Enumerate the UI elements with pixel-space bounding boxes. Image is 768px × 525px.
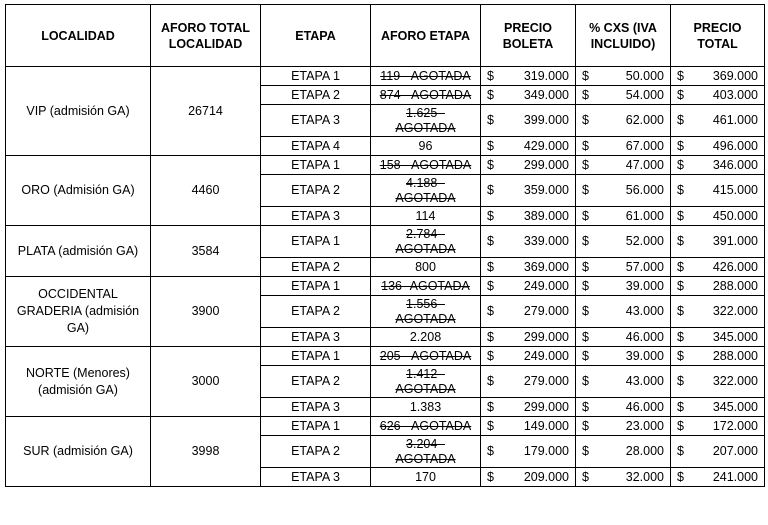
- currency-symbol: $: [582, 138, 589, 153]
- etapa-cell: ETAPA 1: [261, 156, 371, 175]
- precio-money: [485, 69, 571, 84]
- aforo-etapa-cell: [371, 296, 481, 328]
- currency-symbol: $: [582, 208, 589, 223]
- aforo-etapa-cell: 170: [371, 468, 481, 487]
- precio-cell: [481, 207, 576, 226]
- precio-value: 249.000: [523, 278, 569, 293]
- total-cell: [671, 277, 765, 296]
- precio-value: 249.000: [523, 348, 569, 363]
- total-cell: [671, 328, 765, 347]
- localidad-cell: PLATA (admisión GA): [6, 226, 151, 277]
- aforo-etapa-cell: 114: [371, 207, 481, 226]
- cxs-money: [580, 330, 666, 345]
- cxs-money: [580, 279, 666, 294]
- table-body: [6, 67, 765, 487]
- cxs-money: [580, 304, 666, 319]
- aforo-etapa-value: 3.204 - AGOTADA: [395, 436, 456, 466]
- cxs-value: 43.000: [625, 374, 664, 388]
- cxs-value: 52.000: [625, 234, 664, 248]
- total-money: [675, 419, 760, 434]
- total-money: [675, 234, 760, 249]
- precio-cell: [481, 175, 576, 207]
- total-money: [675, 260, 760, 275]
- header-aforo-total: AFORO TOTAL LOCALIDAD: [151, 5, 261, 67]
- precio-value: 299.000: [523, 399, 569, 414]
- etapa-cell: ETAPA 3: [261, 207, 371, 226]
- total-value: 346.000: [712, 157, 758, 172]
- total-cell: [671, 417, 765, 436]
- total-cell: [671, 207, 765, 226]
- cxs-money: [580, 400, 666, 415]
- currency-symbol: $: [487, 329, 494, 344]
- etapa-cell: ETAPA 3: [261, 328, 371, 347]
- currency-symbol: $: [487, 469, 494, 484]
- cxs-money: [580, 69, 666, 84]
- total-money: [675, 69, 760, 84]
- total-cell: [671, 67, 765, 86]
- precio-cell: [481, 398, 576, 417]
- aforo-etapa-cell: 96: [371, 137, 481, 156]
- header-precio-boleta: PRECIO BOLETA: [481, 5, 576, 67]
- currency-symbol: $: [677, 329, 684, 344]
- total-value: 241.000: [712, 469, 758, 484]
- currency-symbol: $: [487, 87, 494, 102]
- precio-money: [485, 158, 571, 173]
- currency-symbol: $: [677, 469, 684, 484]
- cxs-value: 39.000: [625, 278, 664, 293]
- aforo-etapa-value: 626 - AGOTADA: [379, 418, 472, 433]
- cxs-money: [580, 419, 666, 434]
- currency-symbol: $: [487, 374, 494, 388]
- total-cell: [671, 105, 765, 137]
- etapa-cell: ETAPA 2: [261, 258, 371, 277]
- cxs-value: 43.000: [625, 304, 664, 318]
- currency-symbol: $: [582, 418, 589, 433]
- cxs-value: 57.000: [625, 259, 664, 274]
- total-cell: [671, 258, 765, 277]
- precio-value: 369.000: [523, 259, 569, 274]
- total-money: [675, 304, 760, 319]
- etapa-cell: ETAPA 2: [261, 296, 371, 328]
- total-value: 450.000: [712, 208, 758, 223]
- precio-cell: [481, 258, 576, 277]
- precio-value: 389.000: [523, 208, 569, 223]
- total-cell: [671, 156, 765, 175]
- currency-symbol: $: [487, 113, 494, 127]
- cxs-cell: [576, 328, 671, 347]
- precio-value: 359.000: [523, 183, 569, 197]
- cxs-value: 56.000: [625, 183, 664, 197]
- total-cell: [671, 226, 765, 258]
- cxs-cell: [576, 366, 671, 398]
- currency-symbol: $: [677, 444, 684, 458]
- currency-symbol: $: [582, 329, 589, 344]
- aforo-etapa-cell: 1.383: [371, 398, 481, 417]
- total-money: [675, 158, 760, 173]
- currency-symbol: $: [582, 469, 589, 484]
- total-cell: [671, 398, 765, 417]
- total-value: 426.000: [712, 259, 758, 274]
- aforo-etapa-cell: [371, 86, 481, 105]
- aforo-etapa-cell: [371, 347, 481, 366]
- currency-symbol: $: [582, 157, 589, 172]
- total-value: 415.000: [712, 183, 758, 197]
- precio-value: 339.000: [523, 234, 569, 248]
- total-cell: [671, 347, 765, 366]
- cxs-money: [580, 470, 666, 485]
- total-money: [675, 139, 760, 154]
- cxs-cell: [576, 137, 671, 156]
- cxs-value: 39.000: [625, 348, 664, 363]
- cxs-value: 47.000: [625, 157, 664, 172]
- table-row: [6, 277, 765, 296]
- total-cell: [671, 86, 765, 105]
- currency-symbol: $: [677, 68, 684, 83]
- precio-cell: [481, 328, 576, 347]
- cxs-cell: [576, 156, 671, 175]
- cxs-money: [580, 209, 666, 224]
- localidad-cell: NORTE (Menores) (admisión GA): [6, 347, 151, 417]
- currency-symbol: $: [677, 87, 684, 102]
- header-row: [6, 5, 765, 67]
- etapa-cell: ETAPA 2: [261, 175, 371, 207]
- cxs-money: [580, 260, 666, 275]
- precio-value: 279.000: [523, 374, 569, 388]
- cxs-cell: [576, 207, 671, 226]
- currency-symbol: $: [487, 399, 494, 414]
- header-etapa: ETAPA: [261, 5, 371, 67]
- currency-symbol: $: [487, 138, 494, 153]
- total-value: 369.000: [712, 68, 758, 83]
- cxs-cell: [576, 277, 671, 296]
- aforo-total-cell: 3998: [151, 417, 261, 487]
- precio-money: [485, 209, 571, 224]
- precio-cell: [481, 67, 576, 86]
- etapa-cell: ETAPA 1: [261, 417, 371, 436]
- cxs-value: 46.000: [625, 399, 664, 414]
- precio-cell: [481, 417, 576, 436]
- etapa-cell: ETAPA 2: [261, 436, 371, 468]
- header-localidad: LOCALIDAD: [6, 5, 151, 67]
- precio-value: 149.000: [523, 418, 569, 433]
- aforo-etapa-cell: [371, 277, 481, 296]
- aforo-etapa-value: 1.556 - AGOTADA: [395, 296, 456, 326]
- aforo-etapa-cell: [371, 105, 481, 137]
- total-money: [675, 279, 760, 294]
- etapa-cell: ETAPA 4: [261, 137, 371, 156]
- aforo-etapa-value: 4.188 - AGOTADA: [395, 175, 456, 205]
- cxs-cell: [576, 436, 671, 468]
- precio-money: [485, 470, 571, 485]
- cxs-money: [580, 113, 666, 128]
- precio-cell: [481, 277, 576, 296]
- total-cell: [671, 296, 765, 328]
- precio-cell: [481, 366, 576, 398]
- currency-symbol: $: [677, 304, 684, 318]
- currency-symbol: $: [582, 68, 589, 83]
- etapa-cell: ETAPA 2: [261, 366, 371, 398]
- cxs-value: 54.000: [625, 87, 664, 102]
- currency-symbol: $: [487, 157, 494, 172]
- aforo-etapa-cell: 800: [371, 258, 481, 277]
- aforo-total-cell: 26714: [151, 67, 261, 156]
- total-money: [675, 209, 760, 224]
- etapa-cell: ETAPA 3: [261, 398, 371, 417]
- cxs-money: [580, 349, 666, 364]
- total-value: 403.000: [712, 87, 758, 102]
- currency-symbol: $: [582, 304, 589, 318]
- total-value: 496.000: [712, 138, 758, 153]
- precio-money: [485, 374, 571, 389]
- precio-money: [485, 330, 571, 345]
- cxs-money: [580, 88, 666, 103]
- currency-symbol: $: [487, 259, 494, 274]
- aforo-etapa-value: 874 - AGOTADA: [379, 87, 472, 102]
- total-money: [675, 183, 760, 198]
- aforo-etapa-value: 136 -AGOTADA: [381, 278, 470, 293]
- aforo-etapa-value: 119 - AGOTADA: [380, 68, 471, 83]
- currency-symbol: $: [487, 68, 494, 83]
- total-value: 345.000: [712, 399, 758, 414]
- localidad-cell: ORO (Admisión GA): [6, 156, 151, 226]
- currency-symbol: $: [677, 259, 684, 274]
- total-value: 391.000: [712, 234, 758, 248]
- currency-symbol: $: [677, 374, 684, 388]
- aforo-etapa-value: 1.412 - AGOTADA: [395, 366, 456, 396]
- total-money: [675, 374, 760, 389]
- total-cell: [671, 137, 765, 156]
- aforo-etapa-cell: [371, 175, 481, 207]
- currency-symbol: $: [677, 208, 684, 223]
- cxs-money: [580, 374, 666, 389]
- currency-symbol: $: [677, 418, 684, 433]
- total-money: [675, 113, 760, 128]
- precio-value: 429.000: [523, 138, 569, 153]
- precio-cell: [481, 436, 576, 468]
- precio-cell: [481, 468, 576, 487]
- currency-symbol: $: [677, 183, 684, 197]
- total-value: 345.000: [712, 329, 758, 344]
- total-money: [675, 349, 760, 364]
- cxs-cell: [576, 347, 671, 366]
- precio-value: 179.000: [523, 444, 569, 458]
- table-row: [6, 347, 765, 366]
- cxs-cell: [576, 226, 671, 258]
- currency-symbol: $: [677, 234, 684, 248]
- precio-money: [485, 444, 571, 459]
- precio-value: 209.000: [523, 469, 569, 484]
- cxs-cell: [576, 296, 671, 328]
- precio-value: 299.000: [523, 157, 569, 172]
- precio-value: 399.000: [523, 113, 569, 127]
- currency-symbol: $: [487, 444, 494, 458]
- currency-symbol: $: [487, 208, 494, 223]
- table-row: [6, 67, 765, 86]
- precio-money: [485, 88, 571, 103]
- total-value: 322.000: [712, 374, 758, 388]
- localidad-cell: OCCIDENTAL GRADERIA (admisión GA): [6, 277, 151, 347]
- aforo-total-cell: 3900: [151, 277, 261, 347]
- precio-money: [485, 304, 571, 319]
- pricing-table-container: [5, 4, 765, 487]
- total-money: [675, 400, 760, 415]
- currency-symbol: $: [677, 113, 684, 127]
- total-cell: [671, 366, 765, 398]
- cxs-value: 62.000: [625, 113, 664, 127]
- currency-symbol: $: [677, 138, 684, 153]
- precio-cell: [481, 137, 576, 156]
- aforo-etapa-value: 2.784 - AGOTADA: [395, 226, 456, 256]
- currency-symbol: $: [677, 399, 684, 414]
- cxs-value: 23.000: [625, 418, 664, 433]
- precio-value: 349.000: [523, 87, 569, 102]
- cxs-cell: [576, 468, 671, 487]
- aforo-etapa-cell: [371, 417, 481, 436]
- aforo-etapa-cell: [371, 67, 481, 86]
- total-value: 461.000: [712, 113, 758, 127]
- currency-symbol: $: [487, 304, 494, 318]
- aforo-etapa-cell: 2.208: [371, 328, 481, 347]
- aforo-total-cell: 3000: [151, 347, 261, 417]
- table-row: [6, 156, 765, 175]
- currency-symbol: $: [582, 183, 589, 197]
- etapa-cell: ETAPA 2: [261, 86, 371, 105]
- total-cell: [671, 468, 765, 487]
- etapa-cell: ETAPA 3: [261, 105, 371, 137]
- precio-money: [485, 400, 571, 415]
- cxs-value: 67.000: [625, 138, 664, 153]
- cxs-money: [580, 139, 666, 154]
- cxs-cell: [576, 175, 671, 207]
- etapa-cell: ETAPA 1: [261, 67, 371, 86]
- currency-symbol: $: [487, 418, 494, 433]
- aforo-total-cell: 4460: [151, 156, 261, 226]
- precio-value: 319.000: [523, 68, 569, 83]
- total-value: 288.000: [712, 348, 758, 363]
- etapa-cell: ETAPA 1: [261, 226, 371, 258]
- total-cell: [671, 175, 765, 207]
- currency-symbol: $: [487, 348, 494, 363]
- cxs-money: [580, 158, 666, 173]
- pricing-table: [5, 4, 765, 487]
- currency-symbol: $: [582, 374, 589, 388]
- aforo-total-cell: 3584: [151, 226, 261, 277]
- currency-symbol: $: [582, 278, 589, 293]
- cxs-value: 50.000: [625, 68, 664, 83]
- table-row: [6, 226, 765, 258]
- total-value: 207.000: [712, 444, 758, 458]
- precio-money: [485, 139, 571, 154]
- aforo-etapa-value: 1.625 - AGOTADA: [395, 105, 456, 135]
- currency-symbol: $: [582, 113, 589, 127]
- aforo-etapa-cell: [371, 366, 481, 398]
- precio-money: [485, 234, 571, 249]
- precio-cell: [481, 296, 576, 328]
- precio-cell: [481, 86, 576, 105]
- cxs-value: 32.000: [625, 469, 664, 484]
- currency-symbol: $: [582, 259, 589, 274]
- total-value: 322.000: [712, 304, 758, 318]
- currency-symbol: $: [677, 157, 684, 172]
- total-cell: [671, 436, 765, 468]
- cxs-value: 28.000: [625, 444, 664, 458]
- currency-symbol: $: [487, 183, 494, 197]
- cxs-cell: [576, 398, 671, 417]
- total-value: 288.000: [712, 278, 758, 293]
- localidad-cell: SUR (admisión GA): [6, 417, 151, 487]
- table-row: [6, 417, 765, 436]
- total-money: [675, 88, 760, 103]
- localidad-cell: VIP (admisión GA): [6, 67, 151, 156]
- cxs-cell: [576, 105, 671, 137]
- cxs-cell: [576, 258, 671, 277]
- precio-money: [485, 260, 571, 275]
- total-money: [675, 330, 760, 345]
- cxs-value: 46.000: [625, 329, 664, 344]
- precio-value: 299.000: [523, 329, 569, 344]
- precio-money: [485, 349, 571, 364]
- cxs-money: [580, 183, 666, 198]
- etapa-cell: ETAPA 1: [261, 347, 371, 366]
- total-money: [675, 444, 760, 459]
- aforo-etapa-cell: [371, 156, 481, 175]
- precio-cell: [481, 226, 576, 258]
- aforo-etapa-value: 205 - AGOTADA: [379, 348, 472, 363]
- precio-money: [485, 113, 571, 128]
- etapa-cell: ETAPA 1: [261, 277, 371, 296]
- header-cxs: % CXS (IVA INCLUIDO): [576, 5, 671, 67]
- cxs-cell: [576, 67, 671, 86]
- precio-cell: [481, 105, 576, 137]
- aforo-etapa-cell: [371, 226, 481, 258]
- currency-symbol: $: [582, 234, 589, 248]
- currency-symbol: $: [582, 348, 589, 363]
- etapa-cell: ETAPA 3: [261, 468, 371, 487]
- currency-symbol: $: [582, 399, 589, 414]
- precio-cell: [481, 347, 576, 366]
- cxs-money: [580, 444, 666, 459]
- currency-symbol: $: [677, 278, 684, 293]
- precio-value: 279.000: [523, 304, 569, 318]
- currency-symbol: $: [487, 278, 494, 293]
- aforo-etapa-value: 158 - AGOTADA: [379, 157, 472, 172]
- precio-money: [485, 419, 571, 434]
- precio-money: [485, 279, 571, 294]
- total-value: 172.000: [712, 418, 758, 433]
- cxs-value: 61.000: [625, 208, 664, 223]
- aforo-etapa-cell: [371, 436, 481, 468]
- precio-cell: [481, 156, 576, 175]
- header-precio-total: PRECIO TOTAL: [671, 5, 765, 67]
- cxs-cell: [576, 417, 671, 436]
- precio-money: [485, 183, 571, 198]
- currency-symbol: $: [487, 234, 494, 248]
- currency-symbol: $: [582, 444, 589, 458]
- cxs-money: [580, 234, 666, 249]
- currency-symbol: $: [582, 87, 589, 102]
- cxs-cell: [576, 86, 671, 105]
- currency-symbol: $: [677, 348, 684, 363]
- total-money: [675, 470, 760, 485]
- header-aforo-etapa: AFORO ETAPA: [371, 5, 481, 67]
